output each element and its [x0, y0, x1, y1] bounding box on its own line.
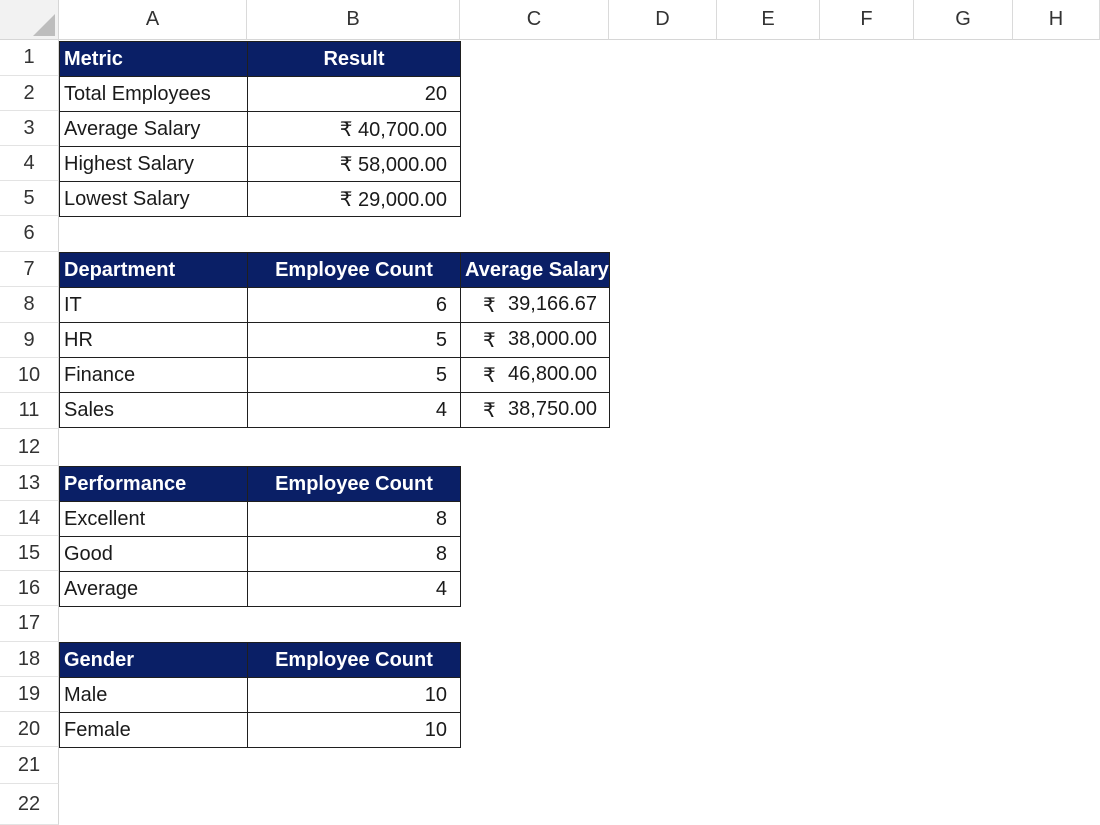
department-table	[59, 252, 610, 428]
performance-header-employee-count[interactable]: Employee Count	[248, 467, 461, 502]
currency-symbol: ₹	[483, 329, 496, 352]
salary-amount: 38,750.00	[508, 397, 597, 420]
table-row	[60, 713, 461, 748]
column-header-e[interactable]: E	[717, 0, 820, 40]
row-header-14[interactable]: 14	[0, 501, 59, 536]
department-header-employee-count[interactable]: Employee Count	[248, 253, 461, 288]
row-header-9[interactable]: 9	[0, 323, 59, 358]
performance-count-cell[interactable]: 4	[248, 572, 461, 607]
department-header-average-salary[interactable]: Average Salary	[461, 253, 610, 288]
department-name-cell[interactable]: Sales	[60, 393, 248, 428]
column-header-f[interactable]: F	[820, 0, 914, 40]
currency-symbol: ₹	[483, 399, 496, 422]
gender-header-employee-count[interactable]: Employee Count	[248, 643, 461, 678]
performance-rating-cell[interactable]: Excellent	[60, 502, 248, 537]
department-count-cell[interactable]: 5	[248, 323, 461, 358]
gender-count-cell[interactable]: 10	[248, 678, 461, 713]
gender-count-cell[interactable]: 10	[248, 713, 461, 748]
summary-header-result[interactable]: Result	[248, 42, 461, 77]
department-count-cell[interactable]: 4	[248, 393, 461, 428]
performance-rating-cell[interactable]: Average	[60, 572, 248, 607]
row-header-17[interactable]: 17	[0, 606, 59, 642]
row-header-19[interactable]: 19	[0, 677, 59, 712]
row-header-22[interactable]: 22	[0, 784, 59, 825]
row-header-5[interactable]: 5	[0, 181, 59, 216]
performance-header-row	[60, 467, 461, 502]
row-header-13[interactable]: 13	[0, 466, 59, 501]
row-header-12[interactable]: 12	[0, 429, 59, 466]
summary-metric-cell[interactable]: Total Employees	[60, 77, 248, 112]
select-all-corner[interactable]	[0, 0, 59, 40]
table-row	[60, 77, 461, 112]
table-row	[60, 502, 461, 537]
salary-amount: 39,166.67	[508, 292, 597, 315]
summary-metric-cell[interactable]: Average Salary	[60, 112, 248, 147]
row-header-11[interactable]: 11	[0, 393, 59, 429]
column-header-a[interactable]: A	[59, 0, 247, 40]
department-salary-cell[interactable]	[461, 393, 610, 428]
table-row	[60, 393, 610, 428]
summary-result-cell[interactable]: ₹ 58,000.00	[248, 147, 461, 182]
table-row	[60, 572, 461, 607]
department-name-cell[interactable]: IT	[60, 288, 248, 323]
row-header-7[interactable]: 7	[0, 252, 59, 287]
row-header-10[interactable]: 10	[0, 358, 59, 393]
performance-count-cell[interactable]: 8	[248, 502, 461, 537]
gender-table	[59, 642, 461, 748]
salary-amount: 46,800.00	[508, 362, 597, 385]
performance-table	[59, 466, 461, 607]
row-header-18[interactable]: 18	[0, 642, 59, 677]
table-row	[60, 288, 610, 323]
department-name-cell[interactable]: Finance	[60, 358, 248, 393]
row-header-15[interactable]: 15	[0, 536, 59, 571]
performance-header-performance[interactable]: Performance	[60, 467, 248, 502]
department-header-row	[60, 253, 610, 288]
currency-symbol: ₹	[483, 364, 496, 387]
column-header-h[interactable]: H	[1013, 0, 1100, 40]
table-row	[60, 112, 461, 147]
row-header-3[interactable]: 3	[0, 111, 59, 146]
gender-label-cell[interactable]: Female	[60, 713, 248, 748]
table-row	[60, 358, 610, 393]
row-header-16[interactable]: 16	[0, 571, 59, 606]
department-salary-cell[interactable]	[461, 323, 610, 358]
select-all-triangle-icon	[33, 14, 55, 36]
row-header-21[interactable]: 21	[0, 747, 59, 784]
row-header-8[interactable]: 8	[0, 287, 59, 323]
department-count-cell[interactable]: 5	[248, 358, 461, 393]
summary-metric-cell[interactable]: Highest Salary	[60, 147, 248, 182]
row-header-4[interactable]: 4	[0, 146, 59, 181]
summary-result-cell[interactable]: ₹ 40,700.00	[248, 112, 461, 147]
department-header-department[interactable]: Department	[60, 253, 248, 288]
summary-table	[59, 41, 461, 217]
performance-rating-cell[interactable]: Good	[60, 537, 248, 572]
gender-header-row	[60, 643, 461, 678]
summary-result-cell[interactable]: ₹ 29,000.00	[248, 182, 461, 217]
summary-result-cell[interactable]: 20	[248, 77, 461, 112]
department-salary-cell[interactable]	[461, 288, 610, 323]
row-header-6[interactable]: 6	[0, 216, 59, 252]
department-salary-cell[interactable]	[461, 358, 610, 393]
department-name-cell[interactable]: HR	[60, 323, 248, 358]
row-header-1[interactable]: 1	[0, 40, 59, 76]
currency-symbol: ₹	[483, 294, 496, 317]
gender-header-gender[interactable]: Gender	[60, 643, 248, 678]
salary-amount: 38,000.00	[508, 327, 597, 350]
summary-metric-cell[interactable]: Lowest Salary	[60, 182, 248, 217]
table-row	[60, 323, 610, 358]
row-header-2[interactable]: 2	[0, 76, 59, 111]
table-row	[60, 182, 461, 217]
department-count-cell[interactable]: 6	[248, 288, 461, 323]
summary-header-row	[60, 42, 461, 77]
summary-header-metric[interactable]: Metric	[60, 42, 248, 77]
column-header-b[interactable]: B	[247, 0, 460, 40]
table-row	[60, 537, 461, 572]
row-header-20[interactable]: 20	[0, 712, 59, 747]
table-row	[60, 678, 461, 713]
performance-count-cell[interactable]: 8	[248, 537, 461, 572]
column-header-d[interactable]: D	[609, 0, 717, 40]
table-row	[60, 147, 461, 182]
gender-label-cell[interactable]: Male	[60, 678, 248, 713]
column-header-g[interactable]: G	[914, 0, 1013, 40]
column-header-c[interactable]: C	[460, 0, 609, 40]
